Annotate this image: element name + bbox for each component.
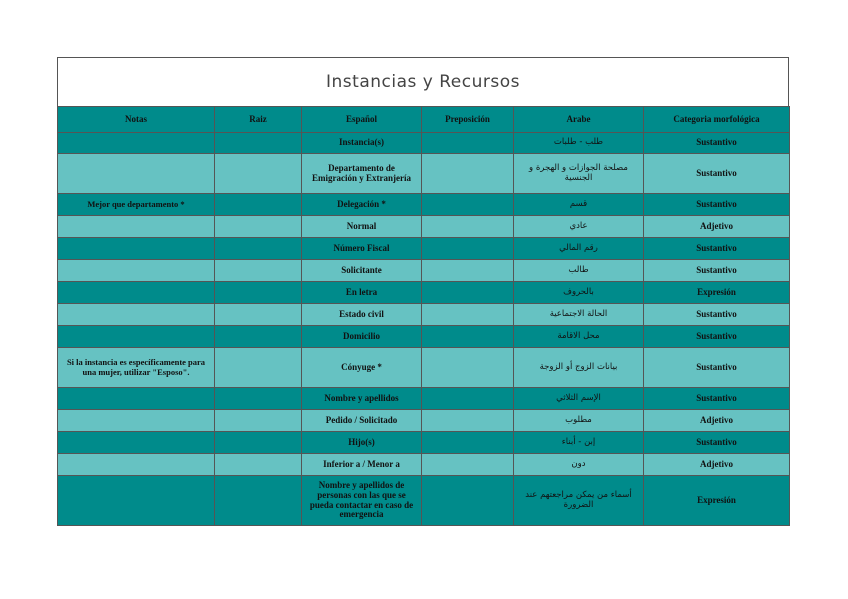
cell-raiz bbox=[215, 326, 302, 348]
cell-espanol: Solicitante bbox=[302, 260, 422, 282]
cell-raiz bbox=[215, 388, 302, 410]
cell-categoria: Sustantivo bbox=[644, 154, 790, 194]
cell-raiz bbox=[215, 410, 302, 432]
cell-arabe: دون bbox=[514, 454, 644, 476]
cell-raiz bbox=[215, 454, 302, 476]
document-page bbox=[57, 57, 789, 526]
cell-espanol: Departamento de Emigración y Extranjería bbox=[302, 154, 422, 194]
table-row bbox=[58, 476, 790, 526]
table-row bbox=[58, 432, 790, 454]
cell-espanol: En letra bbox=[302, 282, 422, 304]
cell-categoria: Sustantivo bbox=[644, 133, 790, 154]
cell-arabe: مطلوب bbox=[514, 410, 644, 432]
cell-arabe: الإسم الثلاثي bbox=[514, 388, 644, 410]
cell-categoria: Sustantivo bbox=[644, 238, 790, 260]
table-row bbox=[58, 304, 790, 326]
cell-arabe: بيانات الزوج أو الزوجة bbox=[514, 348, 644, 388]
cell-preposicion bbox=[422, 282, 514, 304]
table-row bbox=[58, 238, 790, 260]
cell-preposicion bbox=[422, 410, 514, 432]
cell-raiz bbox=[215, 194, 302, 216]
table-header-row bbox=[58, 107, 790, 133]
cell-notas bbox=[58, 326, 215, 348]
cell-raiz bbox=[215, 154, 302, 194]
cell-categoria: Expresión bbox=[644, 282, 790, 304]
cell-espanol: Domicilio bbox=[302, 326, 422, 348]
cell-espanol: Número Fiscal bbox=[302, 238, 422, 260]
table-row bbox=[58, 348, 790, 388]
table-row bbox=[58, 454, 790, 476]
cell-notas bbox=[58, 454, 215, 476]
table-row bbox=[58, 326, 790, 348]
cell-espanol: Delegación * bbox=[302, 194, 422, 216]
cell-preposicion bbox=[422, 326, 514, 348]
table-row bbox=[58, 388, 790, 410]
cell-categoria: Sustantivo bbox=[644, 388, 790, 410]
cell-raiz bbox=[215, 282, 302, 304]
cell-espanol: Cónyuge * bbox=[302, 348, 422, 388]
vocabulary-table bbox=[57, 106, 790, 526]
cell-arabe: إبن - أبناء bbox=[514, 432, 644, 454]
cell-notas bbox=[58, 260, 215, 282]
cell-notas bbox=[58, 432, 215, 454]
cell-raiz bbox=[215, 348, 302, 388]
cell-categoria: Sustantivo bbox=[644, 348, 790, 388]
cell-arabe: قسم bbox=[514, 194, 644, 216]
cell-preposicion bbox=[422, 194, 514, 216]
table-row bbox=[58, 282, 790, 304]
cell-notas bbox=[58, 154, 215, 194]
cell-notas: Mejor que departamento * bbox=[58, 194, 215, 216]
cell-preposicion bbox=[422, 476, 514, 526]
cell-raiz bbox=[215, 260, 302, 282]
cell-espanol: Normal bbox=[302, 216, 422, 238]
cell-raiz bbox=[215, 432, 302, 454]
cell-notas bbox=[58, 282, 215, 304]
cell-arabe: أسماء من يمكن مراجعتهم عند الضرورة bbox=[514, 476, 644, 526]
cell-arabe: رقم المالي bbox=[514, 238, 644, 260]
cell-preposicion bbox=[422, 154, 514, 194]
cell-preposicion bbox=[422, 348, 514, 388]
cell-notas bbox=[58, 476, 215, 526]
header-preposicion: Preposición bbox=[422, 107, 514, 133]
cell-preposicion bbox=[422, 133, 514, 154]
table-row bbox=[58, 154, 790, 194]
page-title: Instancias y Recursos bbox=[57, 57, 789, 106]
header-notas: Notas bbox=[58, 107, 215, 133]
cell-espanol: Hijo(s) bbox=[302, 432, 422, 454]
cell-notas bbox=[58, 388, 215, 410]
table-row bbox=[58, 260, 790, 282]
cell-preposicion bbox=[422, 238, 514, 260]
cell-notas bbox=[58, 410, 215, 432]
cell-raiz bbox=[215, 238, 302, 260]
cell-espanol: Instancia(s) bbox=[302, 133, 422, 154]
cell-raiz bbox=[215, 216, 302, 238]
cell-arabe: طالب bbox=[514, 260, 644, 282]
cell-notas: Si la instancia es específicamente para una mujer, utilizar "Esposo". bbox=[58, 348, 215, 388]
cell-raiz bbox=[215, 133, 302, 154]
cell-arabe: عادي bbox=[514, 216, 644, 238]
cell-categoria: Adjetivo bbox=[644, 454, 790, 476]
cell-notas bbox=[58, 304, 215, 326]
cell-categoria: Sustantivo bbox=[644, 326, 790, 348]
header-raiz: Raiz bbox=[215, 107, 302, 133]
cell-notas bbox=[58, 133, 215, 154]
table-row bbox=[58, 194, 790, 216]
cell-arabe: طلب - طلبات bbox=[514, 133, 644, 154]
cell-espanol: Nombre y apellidos bbox=[302, 388, 422, 410]
cell-notas bbox=[58, 238, 215, 260]
cell-notas bbox=[58, 216, 215, 238]
cell-categoria: Adjetivo bbox=[644, 216, 790, 238]
cell-raiz bbox=[215, 304, 302, 326]
cell-espanol: Inferior a / Menor a bbox=[302, 454, 422, 476]
cell-preposicion bbox=[422, 432, 514, 454]
cell-arabe: محل الاقامة bbox=[514, 326, 644, 348]
cell-categoria: Adjetivo bbox=[644, 410, 790, 432]
cell-categoria: Sustantivo bbox=[644, 194, 790, 216]
cell-preposicion bbox=[422, 216, 514, 238]
cell-categoria: Expresión bbox=[644, 476, 790, 526]
header-arabe: Arabe bbox=[514, 107, 644, 133]
cell-arabe: مصلحة الجوازات و الهجرة و الجنسية bbox=[514, 154, 644, 194]
cell-espanol: Estado civil bbox=[302, 304, 422, 326]
table-row bbox=[58, 216, 790, 238]
cell-categoria: Sustantivo bbox=[644, 304, 790, 326]
cell-arabe: الحالة الاجتماعية bbox=[514, 304, 644, 326]
cell-espanol: Pedido / Solicitado bbox=[302, 410, 422, 432]
cell-preposicion bbox=[422, 388, 514, 410]
cell-categoria: Sustantivo bbox=[644, 260, 790, 282]
cell-preposicion bbox=[422, 260, 514, 282]
cell-espanol: Nombre y apellidos de personas con las que se pueda contactar en caso de emergencia bbox=[302, 476, 422, 526]
table-row bbox=[58, 410, 790, 432]
header-categoria: Categoria morfológica bbox=[644, 107, 790, 133]
cell-raiz bbox=[215, 476, 302, 526]
cell-preposicion bbox=[422, 454, 514, 476]
header-espanol: Español bbox=[302, 107, 422, 133]
cell-preposicion bbox=[422, 304, 514, 326]
table-row bbox=[58, 133, 790, 154]
cell-arabe: بالحروف bbox=[514, 282, 644, 304]
cell-categoria: Sustantivo bbox=[644, 432, 790, 454]
